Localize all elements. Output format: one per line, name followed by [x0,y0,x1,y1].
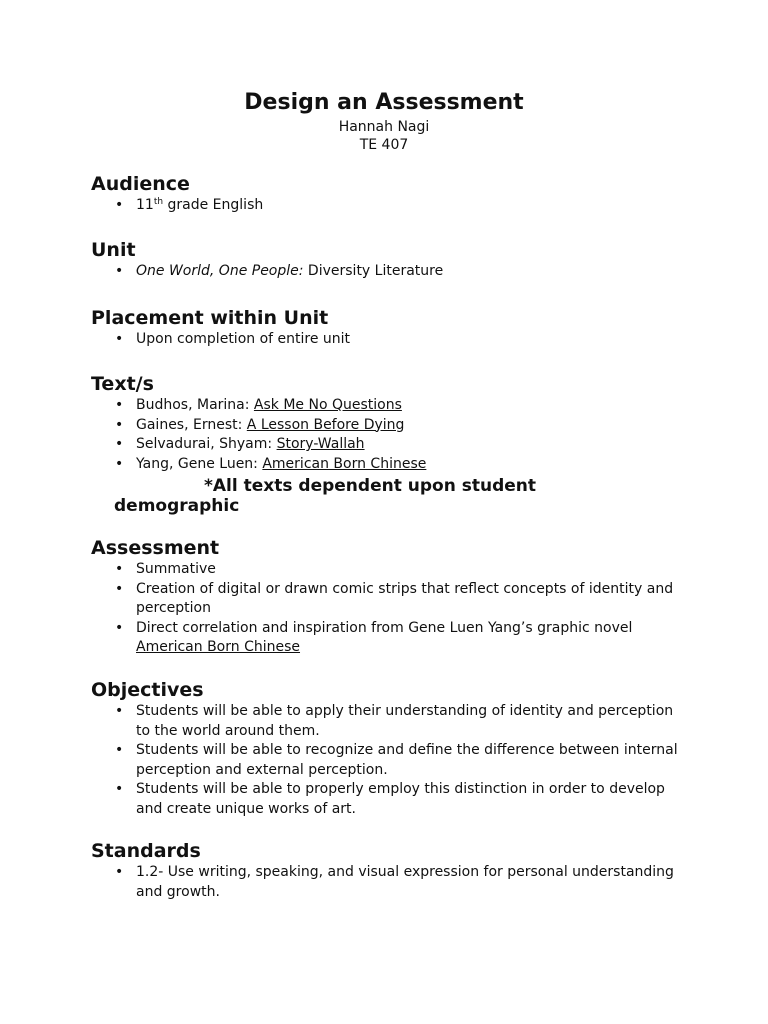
placement-list [91,330,691,350]
audience-list [91,196,691,216]
texts-list [91,396,691,474]
list-item: • 11th grade English [91,196,691,216]
list-item: • Gaines, Ernest: A Lesson Before Dying [91,416,691,436]
standards-list [91,863,691,902]
book-title: Story-Wallah [276,436,365,452]
assessment-section [91,536,691,658]
objectives-section [91,678,691,819]
list-item: • Upon completion of entire unit [91,330,691,350]
bullet-icon: • [115,263,124,279]
course-code: TE 407 [359,137,409,153]
bullet-icon: • [115,397,124,413]
document-title: Design an Assessment [244,90,524,115]
book-title: American Born Chinese [262,455,427,472]
bullet-icon: • [115,864,124,880]
assessment-heading: Assessment [91,537,220,559]
list-item: • Creation of digital or drawn comic strips that reflect concepts of identity and perception [115,580,674,616]
list-item: • 1.2- Use writing, speaking, and visual expression for personal understanding and growth. [115,864,674,900]
bullet-icon: • [115,331,124,347]
unit-heading: Unit [91,239,136,261]
standards-heading: Standards [91,840,201,862]
texts-note [114,476,674,516]
list-item: • Budhos, Marina: Ask Me No Questions [91,396,691,416]
list-item: • Selvadurai, Shyam: Story-Wallah [91,435,691,455]
texts-section [91,372,691,516]
texts-note-line-2: demographic [114,496,240,516]
unit-section [91,238,691,282]
book-title: American Born Chinese [136,639,301,655]
bullet-icon: • [115,455,124,472]
bullet-icon: • [115,580,124,597]
bullet-icon: • [115,197,124,213]
objectives-list [91,702,691,819]
book-title: A Lesson Before Dying [246,416,405,433]
list-item: • Summative [91,560,691,580]
bullet-icon: • [115,561,124,577]
texts-heading: Text/s [91,373,154,395]
bullet-icon: • [115,703,124,719]
standards-section [91,839,691,902]
list-item: • Students will be able to properly employ this distinction in order to develop and create unique works of art. [115,781,665,817]
objectives-heading: Objectives [91,679,204,701]
bullet-icon: • [115,781,124,797]
list-item: • One World, One People: Diversity Literature [91,262,691,282]
placement-heading: Placement within Unit [91,307,329,329]
unit-list [91,262,691,282]
list-item: • Students will be able to recognize and define the difference between internal perception and external perception. [115,742,678,778]
bullet-icon: • [115,436,124,452]
book-title: Ask Me No Questions [253,397,402,413]
assessment-list [91,560,691,658]
author-name: Hannah Nagi [338,119,430,135]
audience-heading: Audience [91,173,190,195]
bullet-icon: • [115,416,124,433]
bullet-icon: • [115,619,124,636]
texts-note-line-1: *All texts dependent upon student [204,476,536,496]
list-item: • Direct correlation and inspiration from Gene Luen Yang’s graphic novel American Born Chinese [115,619,633,655]
audience-section [91,172,691,216]
list-item: • Yang, Gene Luen: American Born Chinese [91,455,691,475]
list-item: • Students will be able to apply their understanding of identity and perception to the world around them. [115,703,674,739]
placement-section [91,306,691,350]
bullet-icon: • [115,742,124,758]
